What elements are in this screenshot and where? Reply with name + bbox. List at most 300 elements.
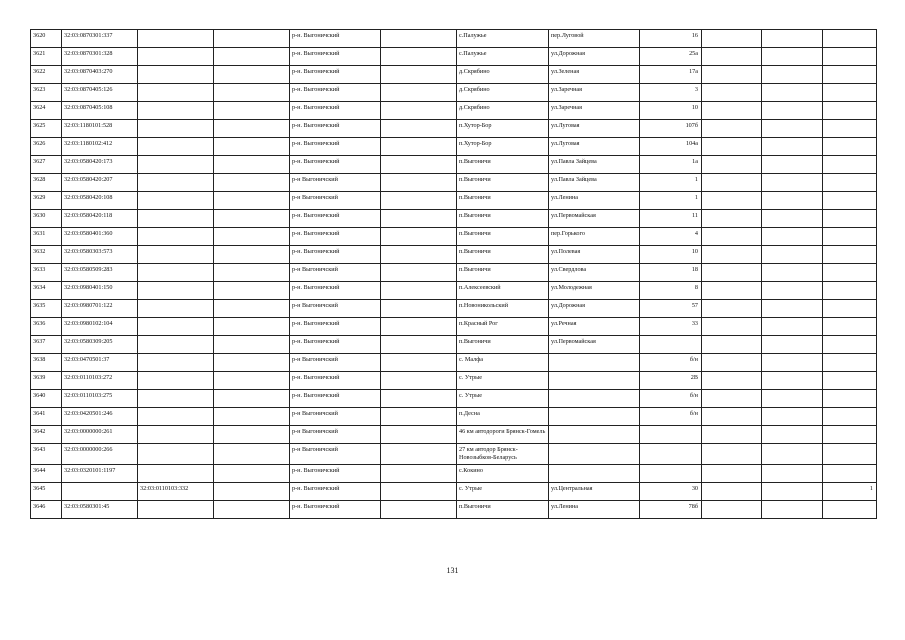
house-number: 4 bbox=[640, 228, 702, 246]
cadastral-number: 32:03:0110103:272 bbox=[62, 372, 138, 390]
quantity: 1 bbox=[823, 483, 877, 501]
quantity bbox=[823, 192, 877, 210]
house-number: 1а bbox=[640, 156, 702, 174]
street bbox=[549, 354, 640, 372]
row-number: 3638 bbox=[31, 354, 62, 372]
house-number bbox=[640, 336, 702, 354]
empty-cell bbox=[381, 228, 457, 246]
empty-cell bbox=[762, 501, 823, 519]
empty-cell bbox=[381, 318, 457, 336]
table-row bbox=[31, 426, 877, 444]
district: р-н Выгоничский bbox=[290, 354, 381, 372]
cadastral-number: 32:03:0870301:328 bbox=[62, 48, 138, 66]
table-row bbox=[31, 372, 877, 390]
house-number: б/н bbox=[640, 354, 702, 372]
cadastral-number-alt bbox=[138, 444, 214, 465]
cadastral-number-alt bbox=[138, 246, 214, 264]
table-row bbox=[31, 336, 877, 354]
street: ул.Первомайская bbox=[549, 336, 640, 354]
row-number: 3636 bbox=[31, 318, 62, 336]
cadastral-number: 32:03:0580420:207 bbox=[62, 174, 138, 192]
street: ул.Павла Зайцева bbox=[549, 156, 640, 174]
table-row bbox=[31, 408, 877, 426]
empty-cell bbox=[762, 336, 823, 354]
row-number: 3637 bbox=[31, 336, 62, 354]
row-number: 3635 bbox=[31, 300, 62, 318]
cadastral-number: 32:03:0870405:126 bbox=[62, 84, 138, 102]
district: р-н Выгоничский bbox=[290, 426, 381, 444]
district: р-н. Выгоничский bbox=[290, 138, 381, 156]
quantity bbox=[823, 102, 877, 120]
table-row bbox=[31, 501, 877, 519]
table-row bbox=[31, 120, 877, 138]
empty-cell bbox=[214, 156, 290, 174]
street bbox=[549, 465, 640, 483]
street: ул.Центральная bbox=[549, 483, 640, 501]
empty-cell bbox=[381, 444, 457, 465]
house-number: 1 bbox=[640, 192, 702, 210]
street: ул.Зеленая bbox=[549, 66, 640, 84]
cadastral-number: 32:03:0470501:37 bbox=[62, 354, 138, 372]
house-number: 3 bbox=[640, 84, 702, 102]
cadastral-number-alt bbox=[138, 138, 214, 156]
empty-cell bbox=[702, 264, 762, 282]
cadastral-number: 32:03:0420501:246 bbox=[62, 408, 138, 426]
empty-cell bbox=[381, 483, 457, 501]
empty-cell bbox=[214, 66, 290, 84]
locality: с.Палужье bbox=[457, 30, 549, 48]
quantity bbox=[823, 210, 877, 228]
quantity bbox=[823, 501, 877, 519]
street: ул.Луговая bbox=[549, 138, 640, 156]
table-row bbox=[31, 210, 877, 228]
empty-cell bbox=[702, 84, 762, 102]
street: ул.Речная bbox=[549, 318, 640, 336]
cadastral-number: 32:03:0580509:283 bbox=[62, 264, 138, 282]
house-number: 1 bbox=[640, 174, 702, 192]
house-number: 8 bbox=[640, 282, 702, 300]
quantity bbox=[823, 84, 877, 102]
cadastral-number-alt bbox=[138, 66, 214, 84]
cadastral-number: 32:03:1180102:412 bbox=[62, 138, 138, 156]
empty-cell bbox=[214, 318, 290, 336]
row-number: 3644 bbox=[31, 465, 62, 483]
table-row bbox=[31, 465, 877, 483]
table-row bbox=[31, 483, 877, 501]
empty-cell bbox=[381, 264, 457, 282]
locality: п.Выгоничи bbox=[457, 156, 549, 174]
empty-cell bbox=[214, 102, 290, 120]
row-number: 3622 bbox=[31, 66, 62, 84]
quantity bbox=[823, 264, 877, 282]
empty-cell bbox=[381, 84, 457, 102]
cadastral-number: 32:03:0580301:45 bbox=[62, 501, 138, 519]
locality: 46 км автодороги Брянск-Гомель bbox=[457, 426, 549, 444]
table-row bbox=[31, 66, 877, 84]
district: р-н. Выгоничский bbox=[290, 246, 381, 264]
empty-cell bbox=[381, 336, 457, 354]
empty-cell bbox=[214, 138, 290, 156]
empty-cell bbox=[214, 465, 290, 483]
empty-cell bbox=[762, 444, 823, 465]
cadastral-number-alt bbox=[138, 192, 214, 210]
empty-cell bbox=[762, 465, 823, 483]
street: ул.Молодежная bbox=[549, 282, 640, 300]
locality: п.Новоникольский bbox=[457, 300, 549, 318]
cadastral-number-alt bbox=[138, 120, 214, 138]
street: ул.Первомайская bbox=[549, 210, 640, 228]
cadastral-number-alt bbox=[138, 228, 214, 246]
empty-cell bbox=[762, 138, 823, 156]
row-number: 3639 bbox=[31, 372, 62, 390]
locality: д.Скрябино bbox=[457, 102, 549, 120]
street bbox=[549, 390, 640, 408]
row-number: 3629 bbox=[31, 192, 62, 210]
empty-cell bbox=[214, 336, 290, 354]
district: р-н Выгоничский bbox=[290, 192, 381, 210]
row-number: 3642 bbox=[31, 426, 62, 444]
house-number: 78б bbox=[640, 501, 702, 519]
district: р-н. Выгоничский bbox=[290, 66, 381, 84]
row-number: 3633 bbox=[31, 264, 62, 282]
cadastral-number: 32:03:0580309:205 bbox=[62, 336, 138, 354]
row-number: 3624 bbox=[31, 102, 62, 120]
quantity bbox=[823, 156, 877, 174]
quantity bbox=[823, 174, 877, 192]
row-number: 3626 bbox=[31, 138, 62, 156]
empty-cell bbox=[381, 282, 457, 300]
table-row bbox=[31, 390, 877, 408]
locality: п.Красный Рог bbox=[457, 318, 549, 336]
house-number: б/н bbox=[640, 390, 702, 408]
street: ул.Заречная bbox=[549, 102, 640, 120]
empty-cell bbox=[702, 465, 762, 483]
locality: п.Выгоничи bbox=[457, 336, 549, 354]
empty-cell bbox=[762, 282, 823, 300]
row-number: 3623 bbox=[31, 84, 62, 102]
empty-cell bbox=[214, 444, 290, 465]
empty-cell bbox=[214, 300, 290, 318]
district: р-н. Выгоничский bbox=[290, 483, 381, 501]
empty-cell bbox=[762, 390, 823, 408]
empty-cell bbox=[214, 228, 290, 246]
cadastral-number-alt bbox=[138, 426, 214, 444]
page-number: 131 bbox=[446, 566, 459, 575]
locality: с.Кокино bbox=[457, 465, 549, 483]
cadastral-number-alt bbox=[138, 390, 214, 408]
house-number: 33 bbox=[640, 318, 702, 336]
empty-cell bbox=[381, 390, 457, 408]
empty-cell bbox=[702, 156, 762, 174]
empty-cell bbox=[381, 501, 457, 519]
street: пер.Луговой bbox=[549, 30, 640, 48]
cadastral-number: 32:03:0870301:337 bbox=[62, 30, 138, 48]
house-number: 17а bbox=[640, 66, 702, 84]
empty-cell bbox=[762, 66, 823, 84]
quantity bbox=[823, 408, 877, 426]
empty-cell bbox=[214, 174, 290, 192]
empty-cell bbox=[381, 66, 457, 84]
cadastral-number-alt bbox=[138, 264, 214, 282]
empty-cell bbox=[702, 282, 762, 300]
row-number: 3620 bbox=[31, 30, 62, 48]
locality: п.Выгоничи bbox=[457, 228, 549, 246]
locality: с. Утрые bbox=[457, 483, 549, 501]
quantity bbox=[823, 318, 877, 336]
empty-cell bbox=[381, 300, 457, 318]
empty-cell bbox=[702, 501, 762, 519]
district: р-н. Выгоничский bbox=[290, 318, 381, 336]
row-number: 3645 bbox=[31, 483, 62, 501]
empty-cell bbox=[702, 408, 762, 426]
table-row bbox=[31, 246, 877, 264]
empty-cell bbox=[762, 48, 823, 66]
cadastral-number-alt: 32:03:0110103:332 bbox=[138, 483, 214, 501]
quantity bbox=[823, 300, 877, 318]
empty-cell bbox=[381, 120, 457, 138]
empty-cell bbox=[214, 30, 290, 48]
empty-cell bbox=[762, 102, 823, 120]
empty-cell bbox=[702, 30, 762, 48]
district: р-н. Выгоничский bbox=[290, 228, 381, 246]
district: р-н. Выгоничский bbox=[290, 30, 381, 48]
street: пер.Горького bbox=[549, 228, 640, 246]
empty-cell bbox=[702, 390, 762, 408]
empty-cell bbox=[381, 174, 457, 192]
cadastral-number: 32:03:0870403:270 bbox=[62, 66, 138, 84]
empty-cell bbox=[702, 192, 762, 210]
district: р-н Выгоничский bbox=[290, 174, 381, 192]
table-row bbox=[31, 48, 877, 66]
cadastral-number: 32:03:0980102:104 bbox=[62, 318, 138, 336]
empty-cell bbox=[214, 483, 290, 501]
cadastral-number-alt bbox=[138, 501, 214, 519]
cadastral-number: 32:03:0980701:122 bbox=[62, 300, 138, 318]
empty-cell bbox=[702, 444, 762, 465]
empty-cell bbox=[214, 282, 290, 300]
empty-cell bbox=[214, 408, 290, 426]
quantity bbox=[823, 444, 877, 465]
empty-cell bbox=[214, 246, 290, 264]
cadastral-number-alt bbox=[138, 30, 214, 48]
cadastral-number: 32:03:0110103:275 bbox=[62, 390, 138, 408]
row-number: 3634 bbox=[31, 282, 62, 300]
empty-cell bbox=[762, 354, 823, 372]
table-body bbox=[31, 30, 877, 519]
empty-cell bbox=[702, 372, 762, 390]
district: р-н. Выгоничский bbox=[290, 48, 381, 66]
row-number: 3628 bbox=[31, 174, 62, 192]
locality: п.Выгоничи bbox=[457, 264, 549, 282]
quantity bbox=[823, 426, 877, 444]
cadastral-number: 32:03:0580303:573 bbox=[62, 246, 138, 264]
cadastral-number: 32:03:0580420:108 bbox=[62, 192, 138, 210]
empty-cell bbox=[762, 156, 823, 174]
table-row bbox=[31, 264, 877, 282]
cadastral-number: 32:03:0000000:261 bbox=[62, 426, 138, 444]
empty-cell bbox=[762, 30, 823, 48]
quantity bbox=[823, 465, 877, 483]
cadastral-number-alt bbox=[138, 408, 214, 426]
empty-cell bbox=[214, 354, 290, 372]
locality: д.Скрябино bbox=[457, 84, 549, 102]
cadastral-number-alt bbox=[138, 372, 214, 390]
row-number: 3621 bbox=[31, 48, 62, 66]
empty-cell bbox=[762, 264, 823, 282]
street: ул.Свердлова bbox=[549, 264, 640, 282]
empty-cell bbox=[762, 408, 823, 426]
empty-cell bbox=[762, 246, 823, 264]
empty-cell bbox=[214, 372, 290, 390]
registry-table bbox=[30, 29, 877, 519]
quantity bbox=[823, 30, 877, 48]
quantity bbox=[823, 390, 877, 408]
street: ул.Ленина bbox=[549, 192, 640, 210]
table-row bbox=[31, 192, 877, 210]
house-number: 16 bbox=[640, 30, 702, 48]
empty-cell bbox=[381, 156, 457, 174]
street: ул.Заречная bbox=[549, 84, 640, 102]
quantity bbox=[823, 138, 877, 156]
empty-cell bbox=[214, 264, 290, 282]
locality: п.Выгоничи bbox=[457, 210, 549, 228]
house-number: 30 bbox=[640, 483, 702, 501]
district: р-н. Выгоничский bbox=[290, 84, 381, 102]
empty-cell bbox=[762, 210, 823, 228]
empty-cell bbox=[762, 300, 823, 318]
table-row bbox=[31, 138, 877, 156]
cadastral-number-alt bbox=[138, 354, 214, 372]
empty-cell bbox=[381, 426, 457, 444]
empty-cell bbox=[381, 408, 457, 426]
empty-cell bbox=[702, 66, 762, 84]
street bbox=[549, 444, 640, 465]
empty-cell bbox=[381, 354, 457, 372]
house-number bbox=[640, 426, 702, 444]
street: ул.Луговая bbox=[549, 120, 640, 138]
locality: с. Малфа bbox=[457, 354, 549, 372]
empty-cell bbox=[381, 372, 457, 390]
empty-cell bbox=[702, 318, 762, 336]
row-number: 3631 bbox=[31, 228, 62, 246]
empty-cell bbox=[214, 501, 290, 519]
empty-cell bbox=[702, 138, 762, 156]
empty-cell bbox=[381, 192, 457, 210]
table-row bbox=[31, 228, 877, 246]
empty-cell bbox=[214, 120, 290, 138]
quantity bbox=[823, 66, 877, 84]
cadastral-number: 32:03:0320101:1197 bbox=[62, 465, 138, 483]
row-number: 3625 bbox=[31, 120, 62, 138]
house-number: 10 bbox=[640, 102, 702, 120]
street: ул.Дорожная bbox=[549, 48, 640, 66]
empty-cell bbox=[762, 120, 823, 138]
street: ул.Полевая bbox=[549, 246, 640, 264]
house-number: 10 bbox=[640, 246, 702, 264]
cadastral-number-alt bbox=[138, 318, 214, 336]
empty-cell bbox=[381, 138, 457, 156]
house-number: б/н bbox=[640, 408, 702, 426]
row-number: 3630 bbox=[31, 210, 62, 228]
locality: 27 км автодор Брянск-Новозыбков-Беларусь bbox=[457, 444, 549, 465]
table-row bbox=[31, 354, 877, 372]
empty-cell bbox=[702, 426, 762, 444]
empty-cell bbox=[381, 102, 457, 120]
cadastral-number-alt bbox=[138, 84, 214, 102]
cadastral-number: 32:03:0000000:266 bbox=[62, 444, 138, 465]
table-row bbox=[31, 300, 877, 318]
locality: п.Выгоничи bbox=[457, 192, 549, 210]
street: ул.Павла Зайцева bbox=[549, 174, 640, 192]
locality: п.Выгоничи bbox=[457, 501, 549, 519]
locality: п.Десна bbox=[457, 408, 549, 426]
row-number: 3632 bbox=[31, 246, 62, 264]
empty-cell bbox=[381, 246, 457, 264]
cadastral-number-alt bbox=[138, 156, 214, 174]
cadastral-number-alt bbox=[138, 174, 214, 192]
empty-cell bbox=[214, 390, 290, 408]
cadastral-number: 32:03:0580401:360 bbox=[62, 228, 138, 246]
house-number: 104а bbox=[640, 138, 702, 156]
empty-cell bbox=[762, 192, 823, 210]
quantity bbox=[823, 120, 877, 138]
empty-cell bbox=[702, 228, 762, 246]
district: р-н Выгоничский bbox=[290, 300, 381, 318]
table-row bbox=[31, 282, 877, 300]
cadastral-number-alt bbox=[138, 210, 214, 228]
house-number: 18 bbox=[640, 264, 702, 282]
cadastral-number: 32:03:0870405:108 bbox=[62, 102, 138, 120]
empty-cell bbox=[381, 48, 457, 66]
table-row bbox=[31, 102, 877, 120]
house-number: 57 bbox=[640, 300, 702, 318]
empty-cell bbox=[762, 318, 823, 336]
quantity bbox=[823, 336, 877, 354]
empty-cell bbox=[214, 84, 290, 102]
street: ул.Дорожная bbox=[549, 300, 640, 318]
row-number: 3640 bbox=[31, 390, 62, 408]
house-number: 107б bbox=[640, 120, 702, 138]
quantity bbox=[823, 354, 877, 372]
empty-cell bbox=[381, 465, 457, 483]
empty-cell bbox=[214, 210, 290, 228]
empty-cell bbox=[702, 102, 762, 120]
street bbox=[549, 426, 640, 444]
row-number: 3627 bbox=[31, 156, 62, 174]
empty-cell bbox=[702, 354, 762, 372]
district: р-н. Выгоничский bbox=[290, 501, 381, 519]
table-row bbox=[31, 444, 877, 465]
quantity bbox=[823, 246, 877, 264]
row-number: 3643 bbox=[31, 444, 62, 465]
street bbox=[549, 372, 640, 390]
cadastral-number-alt bbox=[138, 465, 214, 483]
cadastral-number bbox=[62, 483, 138, 501]
house-number: 25а bbox=[640, 48, 702, 66]
cadastral-number-alt bbox=[138, 48, 214, 66]
locality: с. Утрые bbox=[457, 390, 549, 408]
quantity bbox=[823, 282, 877, 300]
district: р-н Выгоничский bbox=[290, 444, 381, 465]
street bbox=[549, 408, 640, 426]
district: р-н. Выгоничский bbox=[290, 282, 381, 300]
empty-cell bbox=[214, 48, 290, 66]
cadastral-number-alt bbox=[138, 282, 214, 300]
district: р-н Выгоничский bbox=[290, 408, 381, 426]
table-row bbox=[31, 30, 877, 48]
locality: п.Хутор-Бор bbox=[457, 138, 549, 156]
empty-cell bbox=[702, 120, 762, 138]
